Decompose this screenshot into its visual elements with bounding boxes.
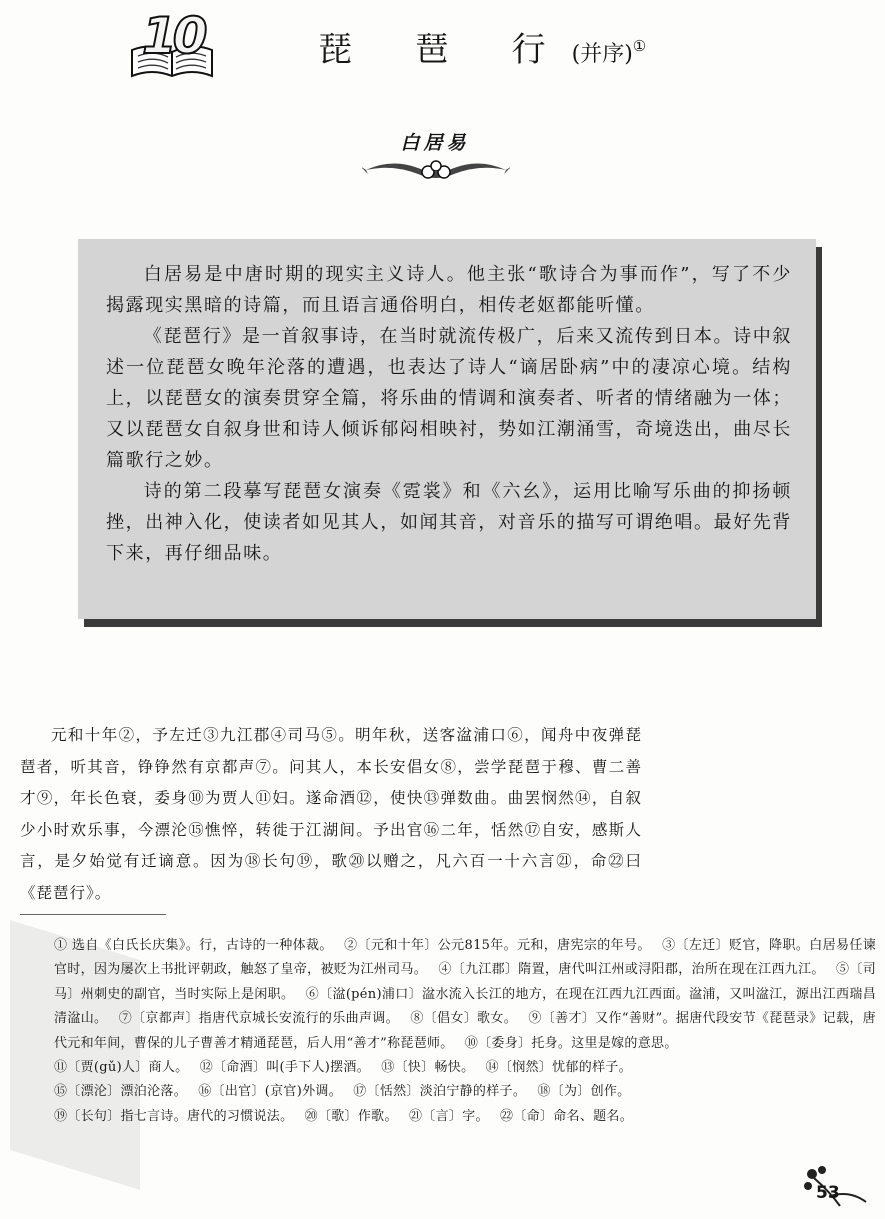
footnote-item: ⑳〔歌〕作歌。 bbox=[304, 1108, 392, 1124]
footnote-item: ㉑〔言〕字。 bbox=[408, 1108, 483, 1124]
footnote-item: ⑧〔倡女〕歌女。 bbox=[410, 1011, 511, 1027]
intro-text bbox=[106, 259, 792, 569]
title-note-mark: ① bbox=[632, 37, 647, 55]
footnote-item: ① 选自《白氏长庆集》。行，古诗的一种体裁。 bbox=[54, 938, 327, 953]
footnote-item: ④〔九江郡〕隋置，唐代叫江州或浔阳郡，治所在现在江西九江。 bbox=[438, 962, 819, 978]
footnote-item: ⑭〔悯然〕忧郁的样子。 bbox=[485, 1060, 632, 1076]
footnote-item: ⑨〔善才〕又作“善财”。据唐代段安节《琵琶录》记载，唐代元和年间，曹保的儿子曹善才精通琵琶，后人用“善才”称琵琶师。 bbox=[54, 1011, 876, 1051]
footnote-item: ⑦〔京都声〕指唐代京城长安流行的乐曲声调。 bbox=[118, 1011, 393, 1027]
page-number: 53 bbox=[816, 1183, 840, 1203]
lesson-number: 10 bbox=[142, 7, 204, 65]
footnote-item: ③〔左迁〕贬官，降职。白居易任谏官时，因为屡次上书批评朝政，触怒了皇帝，被贬为江州司马。 bbox=[54, 938, 876, 978]
lesson-number-badge bbox=[130, 8, 216, 80]
footnote-item: ⑲〔长句〕指七言诗。唐代的习惯说法。 bbox=[54, 1108, 287, 1124]
footnote-item: ㉒〔命〕命名、题名。 bbox=[500, 1108, 634, 1124]
title-text: 琵 琶 行 bbox=[318, 30, 572, 70]
intro-paragraph: 《琵琶行》是一首叙事诗，在当时就流传极广，后来又流传到日本。诗中叙述一位琵琶女晚年沦落的遭遇，也表达了诗人“谪居卧病”中的凄凉心境。结构上，以琵琶女的演奏贯穿全篇，将乐曲的情调和演奏者、听者的情绪融为一体；又以琵琶女自叙身世和诗人倾诉郁闷相映衬，势如江潮涌雪，奇境迭出，曲尽长篇歌行之妙。 bbox=[106, 326, 792, 471]
poem-preface: 元和十年②，予左迁③九江郡④司马⑤。明年秋，送客湓浦口⑥，闻舟中夜弹琵琶者，听其音，铮铮然有京都声⑦。问其人，本长安倡女⑧，尝学琵琶于穆、曹二善才⑨，年长色衰，委身⑩为贾人⑪妇。遂命酒⑫，使快⑬弹数曲。曲罢悯然⑭，自叙少小时欢乐事，今漂沦⑮憔悴，转徙于江湖间。予出官⑯二年，恬然⑰自安，感斯人言，是夕始觉有迁谪意。因为⑱长句⑲，歌⑳以赠之，凡六百一十六言㉑，命㉒曰《琵琶行》。 bbox=[20, 726, 642, 902]
footnote-item: ⑥〔湓(pén)浦口〕湓水流入长江的地方，在现在江西九江西面。湓浦，又叫湓江，源出江西瑞昌清湓山。 bbox=[54, 986, 876, 1027]
title-suffix: (并序) bbox=[571, 42, 633, 67]
footnote-item: ⑰〔恬然〕淡泊宁静的样子。 bbox=[353, 1084, 520, 1100]
footnote-item: ⑤〔司马〕州刺史的副官，当时实际上是闲职。 bbox=[54, 962, 876, 1002]
footnote-item: ⑮〔漂沦〕漂泊沦落。 bbox=[54, 1084, 181, 1100]
intro-paragraph: 白居易是中唐时期的现实主义诗人。他主张“歌诗合为事而作”，写了不少揭露现实黑暗的诗篇，而且语言通俗明白，相传老妪都能听懂。 bbox=[106, 264, 792, 316]
footnote-item: ⑬〔快〕畅快。 bbox=[381, 1060, 468, 1076]
intro-paragraph: 诗的第二段摹写琵琶女演奏《霓裳》和《六幺》，运用比喻写乐曲的抑扬顿挫，出神入化，使读者如见其人，如闻其音，对音乐的描写可谓绝唱。最好先背下来，再仔细品味。 bbox=[106, 481, 792, 564]
page-title bbox=[318, 30, 646, 74]
footnote-item: ⑪〔贾(gǔ)人〕商人。 bbox=[54, 1060, 182, 1076]
footnote-item: ⑫〔命酒〕叫(手下人)摆酒。 bbox=[199, 1060, 364, 1076]
author-name: 白居易 bbox=[400, 132, 470, 154]
intro-box bbox=[78, 239, 816, 619]
footnote-item: ⑱〔为〕创作。 bbox=[537, 1084, 631, 1100]
footnotes bbox=[54, 934, 876, 1129]
footnote-item: ②〔元和十年〕公元815年。元和，唐宪宗的年号。 bbox=[344, 938, 645, 953]
footnote-item: ⑩〔委身〕托身。这里是嫁的意思。 bbox=[464, 1035, 678, 1051]
ribbon-ornament-icon bbox=[362, 152, 510, 184]
footnote-item: ⑯〔出官〕(京官)外调。 bbox=[198, 1084, 336, 1100]
